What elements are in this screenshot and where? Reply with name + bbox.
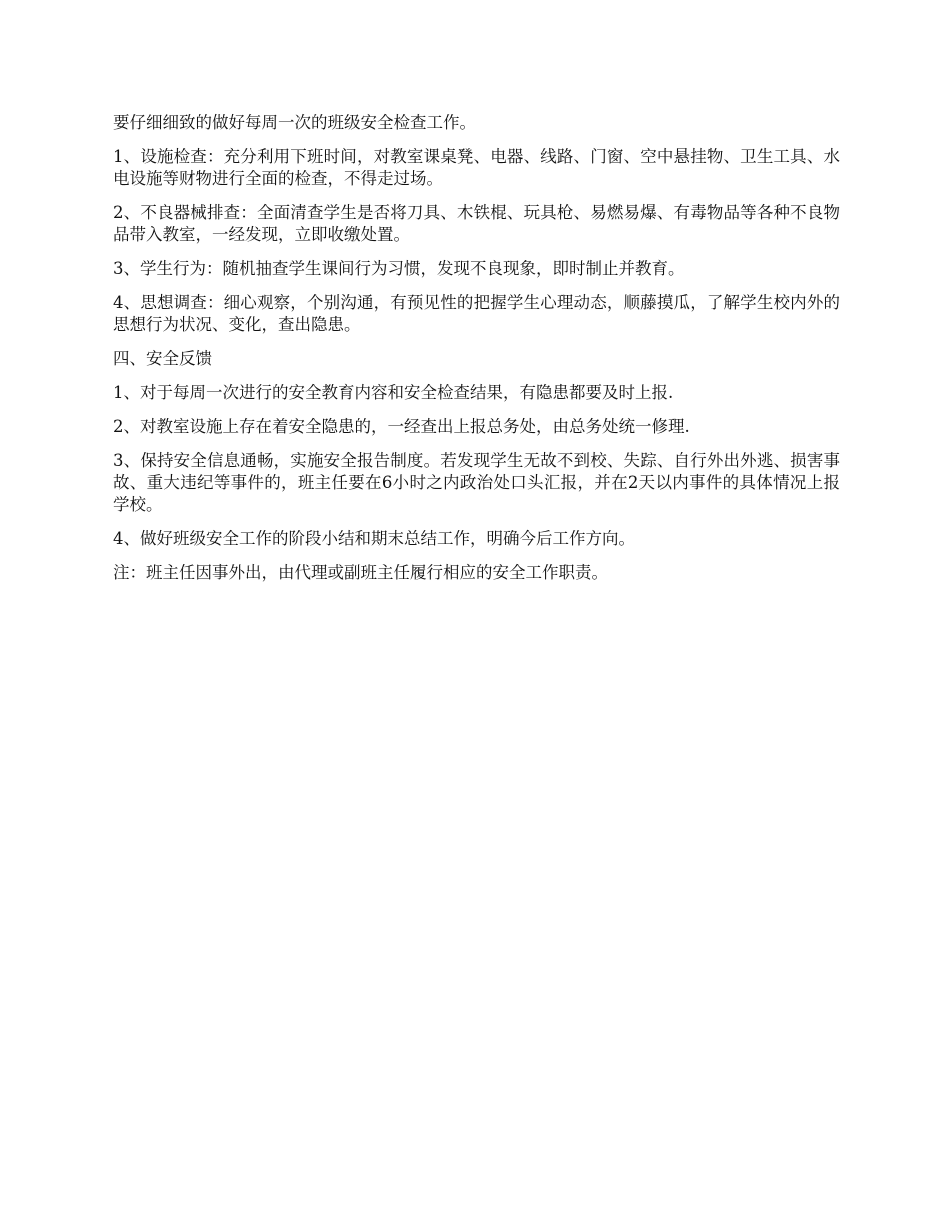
document-body	[113, 112, 840, 596]
paragraph-intro: 要仔细细致的做好每周一次的班级安全检查工作。	[113, 113, 476, 132]
paragraph-dangerous-items-check: 2、不良器械排查：全面清查学生是否将刀具、木铁棍、玩具枪、易燃易爆、有毒物品等各种不良物品带入教室，一经发现，立即收缴处置。	[113, 203, 840, 244]
paragraph-summary-work: 4、做好班级安全工作的阶段小结和期末总结工作，明确今后工作方向。	[113, 529, 635, 548]
paragraph-thought-survey: 4、思想调查：细心观察，个别沟通，有预见性的把握学生心理动态，顺藤摸瓜，了解学生校内外的思想行为状况、变化，查出隐患。	[113, 293, 840, 334]
paragraph-note: 注：班主任因事外出，由代理或副班主任履行相应的安全工作职责。	[113, 563, 608, 582]
paragraph-weekly-report: 1、对于每周一次进行的安全教育内容和安全检查结果，有隐患都要及时上报.	[113, 383, 674, 402]
paragraph-facility-check: 1、设施检查：充分利用下班时间，对教室课桌凳、电器、线路、门窗、空中悬挂物、卫生工具、水电设施等财物进行全面的检查，不得走过场。	[113, 147, 840, 188]
paragraph-incident-reporting: 3、保持安全信息通畅，实施安全报告制度。若发现学生无故不到校、失踪、自行外出外逃、损害事故、重大违纪等事件的，班主任要在6小时之内政治处口头汇报，并在2天以内事件的具体情况上报学校。	[113, 451, 840, 514]
section-heading-safety-feedback: 四、安全反馈	[113, 349, 212, 368]
paragraph-student-behavior: 3、学生行为：随机抽查学生课间行为习惯，发现不良现象，即时制止并教育。	[113, 259, 685, 278]
paragraph-facility-repair: 2、对教室设施上存在着安全隐患的，一经查出上报总务处，由总务处统一修理.	[113, 417, 690, 436]
